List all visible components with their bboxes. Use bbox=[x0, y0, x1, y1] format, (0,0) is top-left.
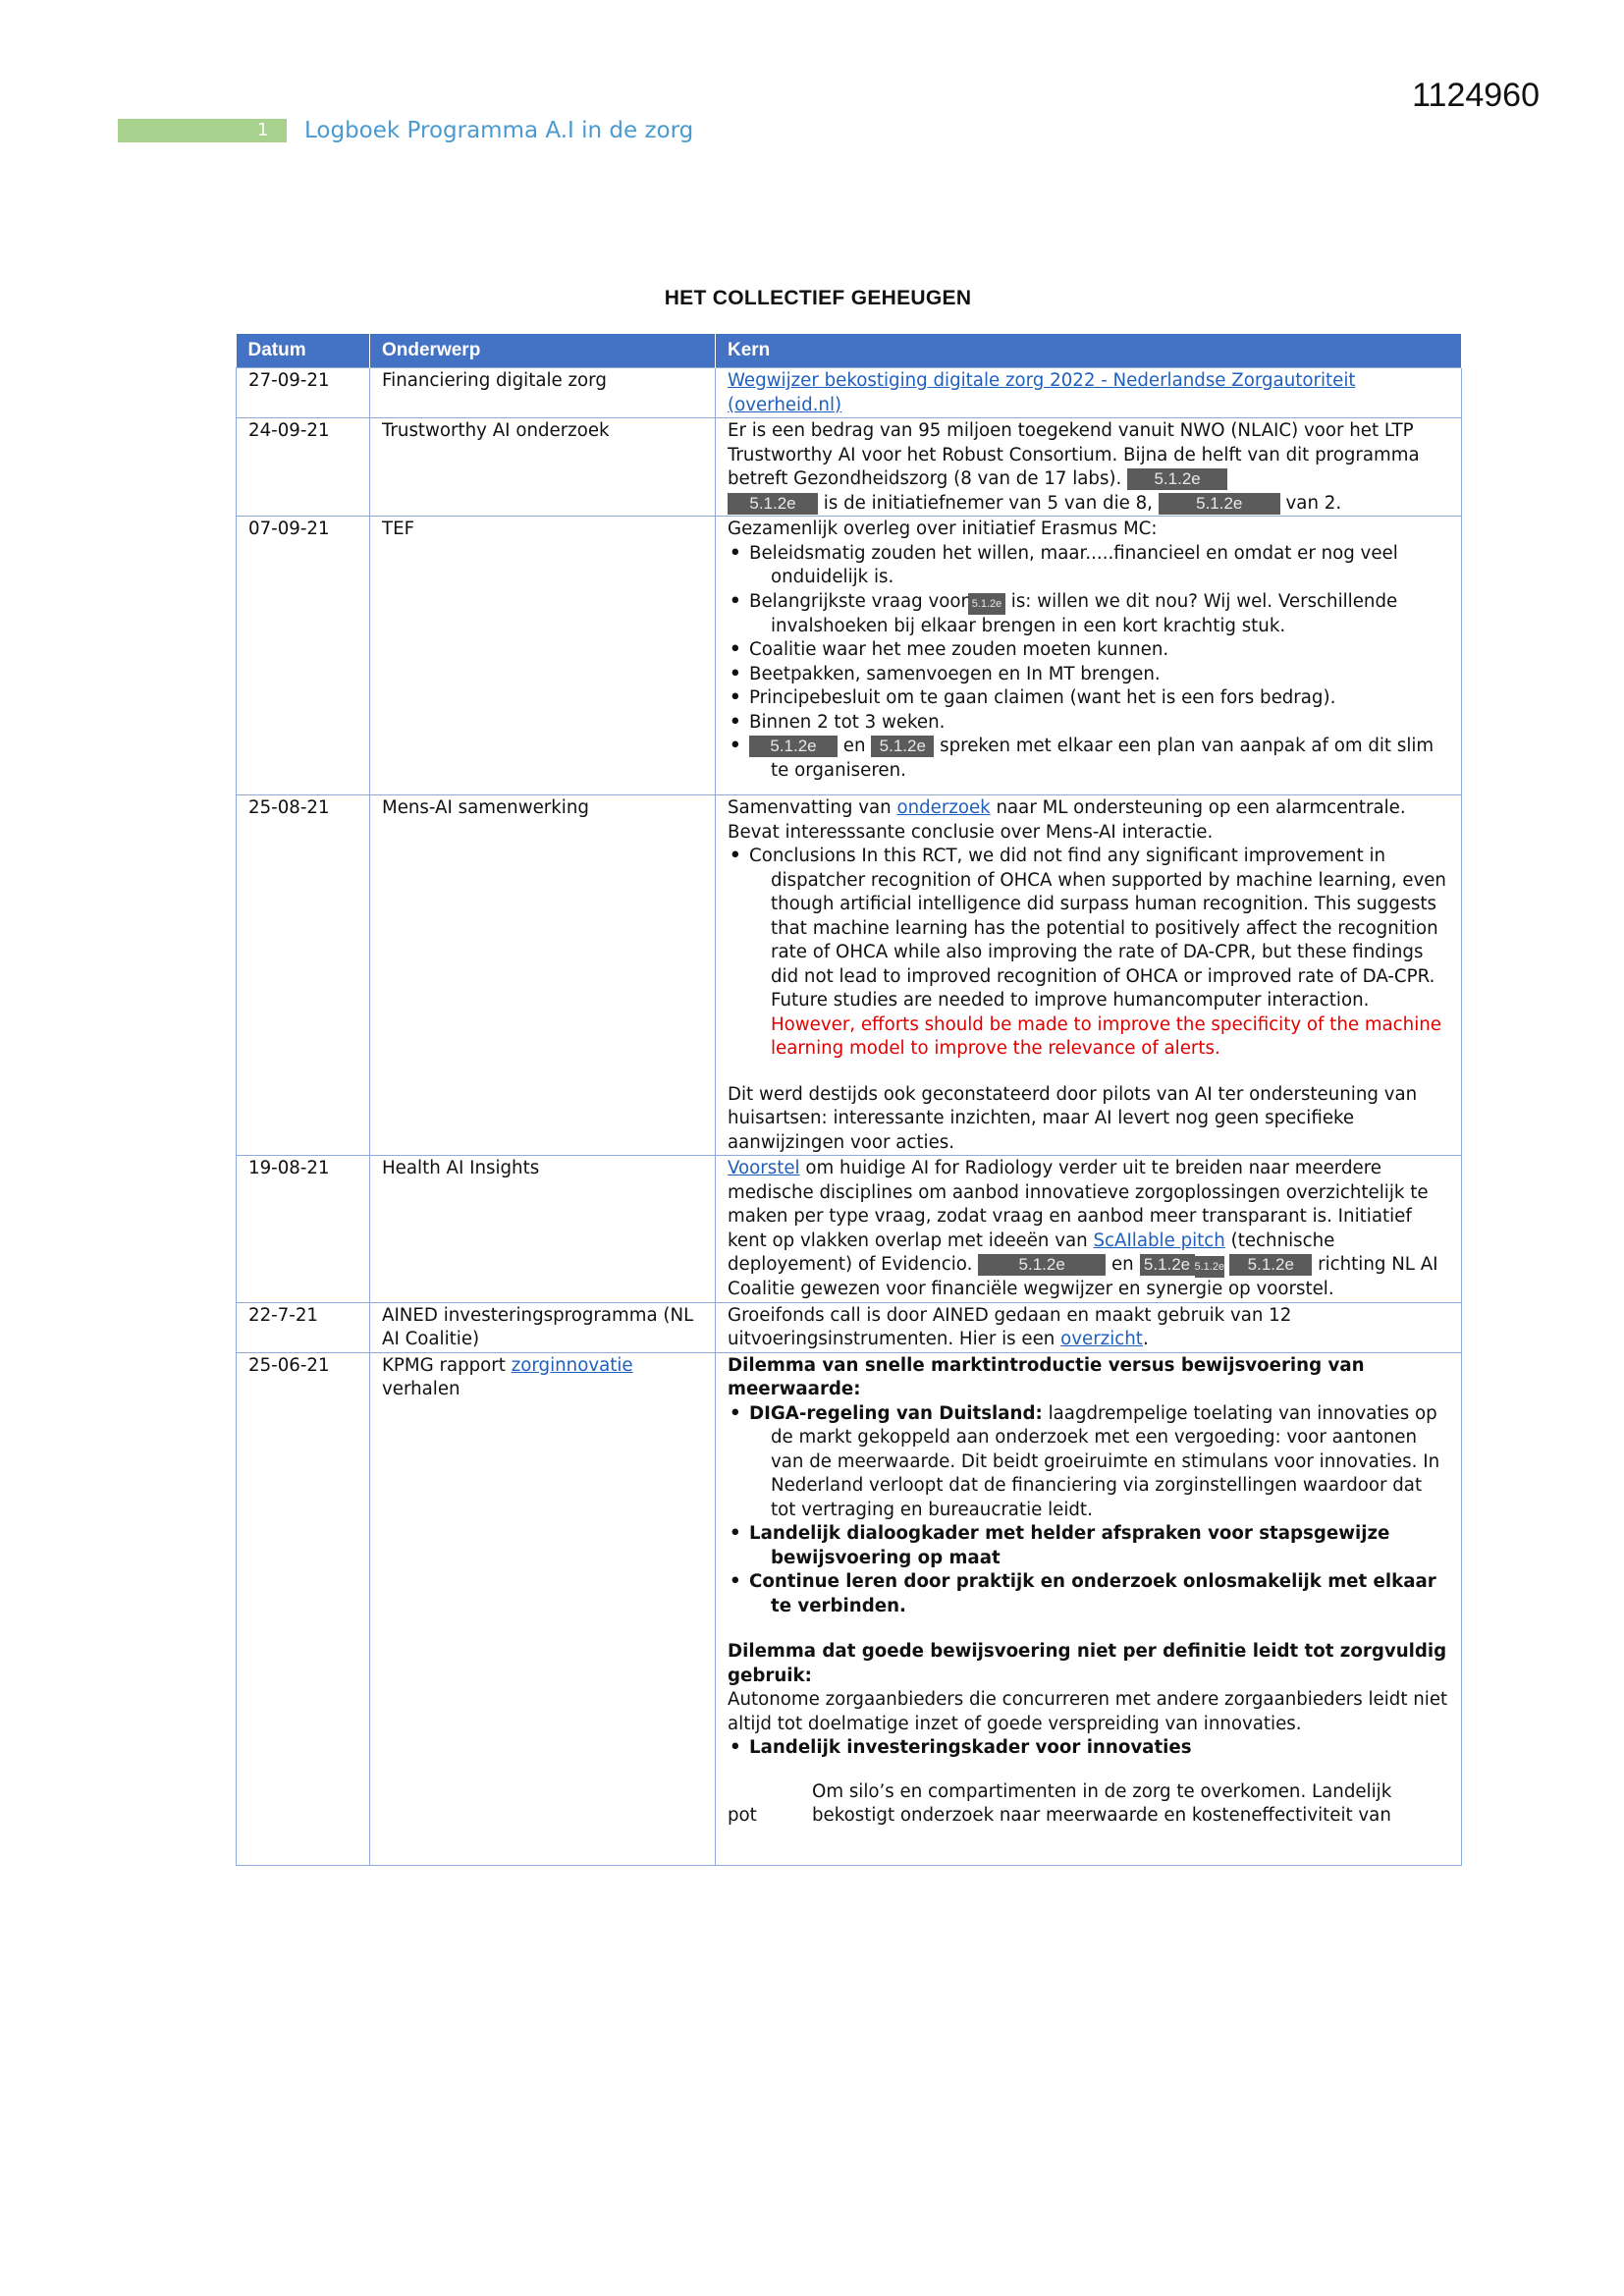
cell-date: 27-09-21 bbox=[237, 368, 370, 418]
dilemma-heading: Dilemma van snelle marktintroductie versus bewijsvoering van meerwaarde: bbox=[728, 1354, 1365, 1399]
kern-text: richting NL AI Coalitie gewezen voor financiële wegwijzer en synergie op voorstel. bbox=[728, 1254, 1438, 1299]
cell-subject: Financiering digitale zorg bbox=[370, 368, 716, 418]
kern-text: naar ML ondersteuning op een alarmcentrale. Bevat interesssante conclusie over Mens-AI interactie. bbox=[728, 797, 1406, 843]
nza-guide-link[interactable]: Wegwijzer bekostiging digitale zorg 2022 - Nederlandse Zorgautoriteit (overheid.nl) bbox=[728, 370, 1356, 415]
list-item: • Coalitie waar het mee zouden moeten kunnen. bbox=[728, 638, 1449, 663]
table-row bbox=[237, 368, 1462, 418]
bullet-list bbox=[728, 1402, 1449, 1619]
table-row bbox=[237, 517, 1462, 795]
redaction-box: 5.1.2e bbox=[968, 593, 1005, 615]
cell-subject: AINED investeringsprogramma (NL AI Coalitie) bbox=[370, 1302, 716, 1352]
table-row bbox=[237, 1156, 1462, 1303]
cell-kern bbox=[716, 418, 1462, 517]
kern-paragraph bbox=[728, 796, 1449, 845]
subject-text: verhalen bbox=[382, 1379, 460, 1399]
cell-date: 22-7-21 bbox=[237, 1302, 370, 1352]
dilemma-heading: Dilemma dat goede bewijsvoering niet per definitie leidt tot zorgvuldig gebruik: bbox=[728, 1641, 1447, 1686]
list-item: • Landelijk investeringskader voor innovaties bbox=[728, 1736, 1449, 1761]
list-item: • Binnen 2 tot 3 weken. bbox=[728, 711, 1449, 736]
page-number: 1 bbox=[257, 120, 269, 140]
table-row bbox=[237, 795, 1462, 1156]
kern-text: van 2. bbox=[1285, 492, 1342, 514]
list-item-text: laagdrempelige toelating van innovaties op de markt gekoppeld aan onderzoek met een vergoeding: voor aantonen van de meerwaarde. Dit beidt groeiruimte en stimulans voor innovaties. In Nederland verloopt dat de financiering via zorginstellingen waardoor dat tot vertraging en bureaucratie leidt. bbox=[771, 1402, 1440, 1520]
table-row bbox=[237, 418, 1462, 517]
list-item: • Beleidsmatig zouden het willen, maar.....financieel en omdat er nog veel onduidelijk is. bbox=[728, 542, 1449, 590]
redaction-box: 5.1.2e bbox=[1127, 468, 1227, 490]
cell-date: 19-08-21 bbox=[237, 1156, 370, 1303]
kern-text: om huidige AI for Radiology verder uit te breiden naar meerdere medische disciplines om aanbod innovatieve zorgoplossingen overzichtelijk te maken per type vraag, zodat vraag en aanbod meer transparant is. Initiatief kent op vlakken overlap met ideeën van bbox=[728, 1158, 1429, 1251]
cell-kern bbox=[716, 1156, 1462, 1303]
column-header-datum: Datum bbox=[237, 334, 370, 368]
list-item: • Beetpakken, samenvoegen en In MT brengen. bbox=[728, 663, 1449, 687]
list-item-text: spreken met elkaar een plan van aanpak af om dit slim te organiseren. bbox=[771, 736, 1435, 781]
redaction-box: 5.1.2e bbox=[1229, 1254, 1312, 1276]
cell-date: 25-06-21 bbox=[237, 1352, 370, 1865]
list-item-text: Belangrijkste vraag voor bbox=[749, 590, 968, 612]
redaction-box: 5.1.2e bbox=[1195, 1256, 1224, 1278]
voorstel-link[interactable]: Voorstel bbox=[728, 1158, 800, 1178]
pot-text: Om silo’s en compartimenten in de zorg te overkomen. Landelijk bekostigt onderzoek naar meerwaarde en kosteneffectiviteit van bbox=[812, 1780, 1392, 1826]
table-row bbox=[237, 1352, 1462, 1865]
cell-subject bbox=[370, 1352, 716, 1865]
bullet-list bbox=[728, 845, 1449, 1062]
redaction-box: 5.1.2e bbox=[728, 493, 818, 515]
list-item: • Landelijk dialoogkader met helder afspraken voor stapsgewijze bewijsvoering op maat bbox=[728, 1522, 1449, 1570]
kern-intro: Gezamenlijk overleg over initiatief Erasmus MC: bbox=[728, 519, 1158, 539]
kern-text: Groeifonds call is door AINED gedaan en maakt gebruik van 12 uitvoeringsinstrumenten. Hier is een bbox=[728, 1304, 1292, 1349]
highlighted-conclusion: However, efforts should be made to improve the specificity of the machine learning model to improve the relevance of alerts. bbox=[771, 1013, 1441, 1059]
pot-label: pot bbox=[728, 1804, 757, 1826]
cell-kern bbox=[716, 517, 1462, 795]
redaction-box: 5.1.2e bbox=[871, 736, 934, 757]
list-item bbox=[728, 735, 1449, 783]
table-row bbox=[237, 1302, 1462, 1352]
kern-text: Er is een bedrag van 95 miljoen toegekend vanuit NWO (NLAIC) voor het LTP Trustworthy AI voor het Robust Consortium. Bijna de helft van dit programma betreft Gezondheidszorg (8 van de 17 labs). bbox=[728, 420, 1420, 489]
list-item bbox=[728, 1402, 1449, 1523]
list-item: • Principebesluit om te gaan claimen (want het is een fors bedrag). bbox=[728, 686, 1449, 711]
log-table bbox=[236, 334, 1462, 1866]
table-header-row bbox=[237, 334, 1462, 368]
kern-text: is de initiatiefnemer van 5 van die 8, bbox=[823, 492, 1153, 514]
kern-paragraph: Dit werd destijds ook geconstateerd door pilots van AI ter ondersteuning van huisartsen: interessante inzichten, maar AI levert nog geen specifieke aanwijzingen voor acties. bbox=[728, 1083, 1418, 1153]
bullet-list bbox=[728, 1736, 1449, 1761]
document-number: 1124960 bbox=[1412, 77, 1540, 114]
subject-text: KPMG rapport bbox=[382, 1354, 506, 1376]
document-title: HET COLLECTIEF GEHEUGEN bbox=[664, 287, 972, 309]
pot-block bbox=[728, 1780, 1449, 1829]
cell-subject: Trustworthy AI onderzoek bbox=[370, 418, 716, 517]
redaction-box: 5.1.2e bbox=[1140, 1254, 1195, 1276]
kern-paragraph: Autonome zorgaanbieders die concurreren met andere zorgaanbieders leidt niet altijd tot doelmatige inzet of goede verspreiding van innovaties. bbox=[728, 1689, 1448, 1734]
cell-kern bbox=[716, 1302, 1462, 1352]
column-header-onderwerp: Onderwerp bbox=[370, 334, 716, 368]
list-item-heading: DIGA-regeling van Duitsland: bbox=[749, 1402, 1043, 1424]
redaction-box: 5.1.2e bbox=[978, 1254, 1106, 1276]
column-header-kern: Kern bbox=[716, 334, 1462, 368]
kern-text: . bbox=[1142, 1329, 1149, 1349]
header-title: Logboek Programma A.I in de zorg bbox=[304, 118, 694, 143]
zorginnovatie-link[interactable]: zorginnovatie bbox=[511, 1354, 633, 1376]
bullet-list bbox=[728, 542, 1449, 784]
cell-subject: Mens-AI samenwerking bbox=[370, 795, 716, 1156]
cell-subject: TEF bbox=[370, 517, 716, 795]
redaction-box: 5.1.2e bbox=[749, 736, 838, 757]
list-item-text: is: willen we dit nou? Wij wel. Verschillende invalshoeken bij elkaar brengen in een kort krachtig stuk. bbox=[771, 590, 1398, 636]
list-item bbox=[728, 845, 1449, 1062]
overzicht-link[interactable]: overzicht bbox=[1060, 1329, 1143, 1349]
cell-date: 25-08-21 bbox=[237, 795, 370, 1156]
list-item bbox=[728, 590, 1449, 639]
onderzoek-link[interactable]: onderzoek bbox=[896, 797, 991, 818]
cell-date: 07-09-21 bbox=[237, 517, 370, 795]
cell-kern bbox=[716, 1352, 1462, 1865]
list-item-text: Conclusions In this RCT, we did not find any significant improvement in dispatcher recognition of OHCA when supported by machine learning, even though artificial intelligence did surpass human recognition. This suggests that machine learning has the potential to positively affect the recognition rate of OHCA while also improving the rate of DA-CPR, but these findings did not lead to improved recognition of OHCA or improved rate of DA-CPR. Future studies are needed to improve humancomputer interaction. bbox=[749, 846, 1446, 1011]
cell-subject: Health AI Insights bbox=[370, 1156, 716, 1303]
list-item: • Continue leren door praktijk en onderzoek onlosmakelijk met elkaar te verbinden. bbox=[728, 1570, 1449, 1618]
kern-text: (technische deployement) of Evidencio. bbox=[728, 1230, 1335, 1275]
cell-kern bbox=[716, 795, 1462, 1156]
redaction-box: 5.1.2e bbox=[1159, 493, 1280, 515]
scailable-pitch-link[interactable]: ScAIlable pitch bbox=[1093, 1230, 1225, 1251]
cell-date: 24-09-21 bbox=[237, 418, 370, 517]
list-item-text: en bbox=[842, 736, 866, 756]
kern-text: en bbox=[1110, 1254, 1134, 1275]
kern-text: Samenvatting van bbox=[728, 797, 892, 818]
cell-kern bbox=[716, 368, 1462, 418]
